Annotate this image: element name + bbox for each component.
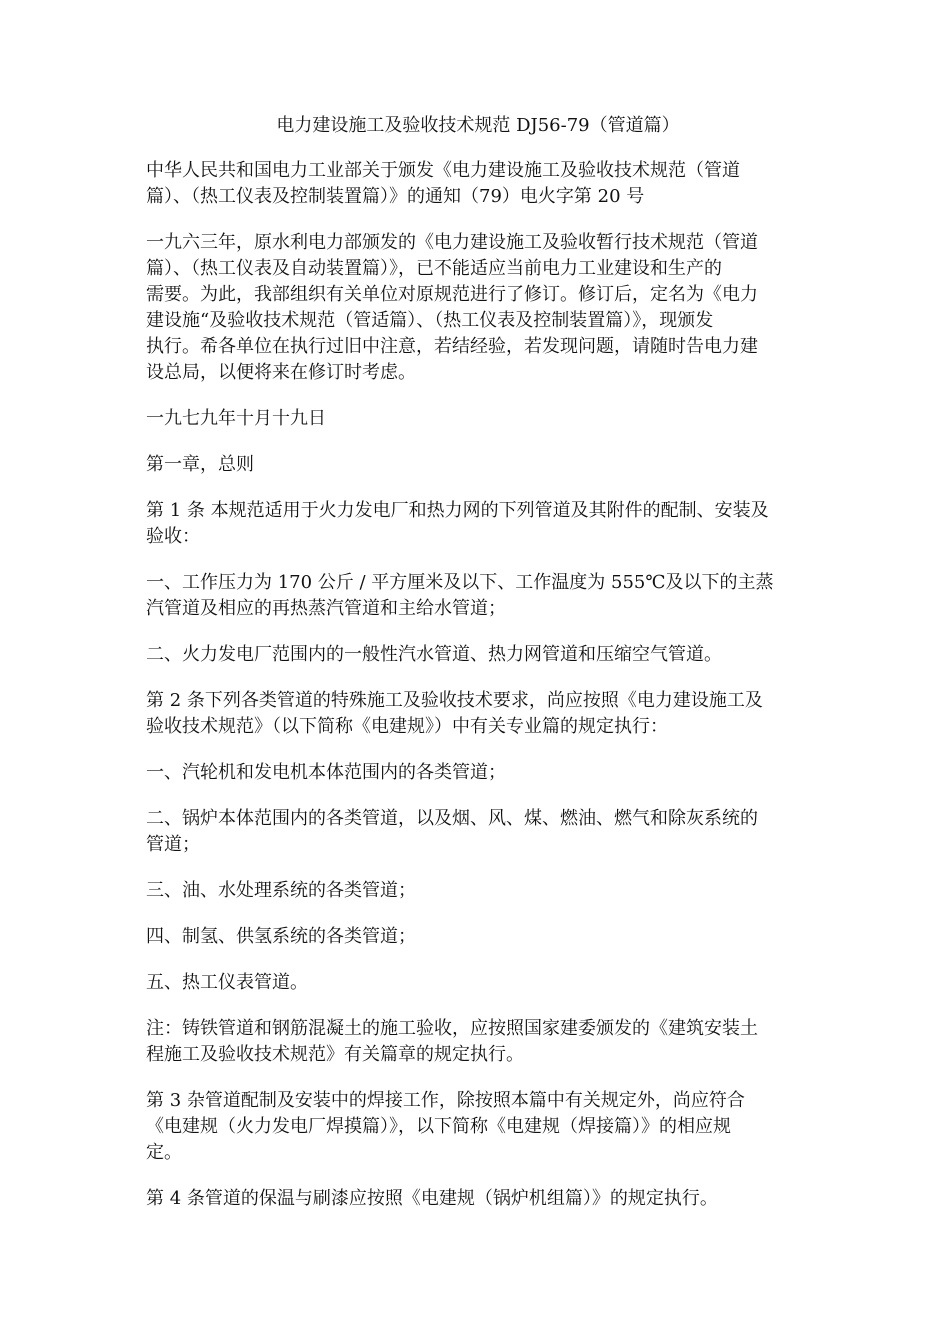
article-2-item-4 <box>146 924 810 950</box>
article-2-item-3 <box>146 878 810 904</box>
article-4 <box>146 1186 810 1212</box>
text-line: 验收技术规范》（以下简称《电建规》）中有关专业篇的规定执行： <box>146 716 668 737</box>
text-line: 程施工及验收技术规范》有关篇章的规定执行。 <box>146 1044 524 1065</box>
text-line: 第 2 条下列各类管道的特殊施工及验收技术要求，尚应按照《电力建设施工及 <box>146 690 763 711</box>
text-line: 一九七九年十月十九日 <box>146 408 326 429</box>
article-1-item-2 <box>146 642 810 668</box>
text-line: 中华人民共和国电力工业部关于颁发《电力建设施工及验收技术规范（管道 <box>146 160 740 181</box>
document-title: 电力建设施工及验收技术规范 DJ56-79（管道篇） <box>276 115 680 136</box>
article-2-item-5 <box>146 970 810 996</box>
text-line: 一、汽轮机和发电机本体范围内的各类管道； <box>146 762 506 783</box>
text-line: 需要。为此，我部组织有关单位对原规范进行了修订。修订后，定名为《电力 <box>146 284 758 305</box>
paragraph-preface <box>146 230 810 386</box>
text-line: 验收： <box>146 526 200 547</box>
text-line: 一九六三年，原水利电力部颁发的《电力建设施工及验收暂行技术规范（管道 <box>146 232 758 253</box>
text-line: 注：铸铁管道和钢筋混凝土的施工验收，应按照国家建委颁发的《建筑安装土 <box>146 1018 758 1039</box>
paragraph-notice <box>146 158 810 210</box>
text-line: 《电建规（火力发电厂焊摸篇）》，以下简称《电建规（焊接篇）》的相应规 <box>146 1116 731 1137</box>
text-line: 一、工作压力为 170 公斤 / 平方厘米及以下、工作温度为 555℃及以下的主蒸 <box>146 572 774 593</box>
article-2-item-1 <box>146 760 810 786</box>
text-line: 汽管道及相应的再热蒸汽管道和主给水管道； <box>146 598 506 619</box>
article-2-item-2 <box>146 806 810 858</box>
text-line: 四、制氢、供氢系统的各类管道； <box>146 926 416 947</box>
article-2 <box>146 688 810 740</box>
text-line: 定。 <box>146 1142 182 1163</box>
text-line: 篇）、（热工仪表及控制装置篇）》的通知（79）电火字第 20 号 <box>146 186 645 207</box>
chapter-heading <box>146 452 810 478</box>
text-line: 管道； <box>146 834 200 855</box>
text-line: 二、锅炉本体范围内的各类管道，以及烟、风、煤、燃油、燃气和除灰系统的 <box>146 808 758 829</box>
paragraph-date <box>146 406 810 432</box>
text-line: 五、热工仪表管道。 <box>146 972 308 993</box>
text-line: 设总局，以便将来在修订时考虑。 <box>146 362 416 383</box>
note-paragraph <box>146 1016 810 1068</box>
text-line: 第 4 条管道的保温与刷漆应按照《电建规（锅炉机组篇）》的规定执行。 <box>146 1188 718 1209</box>
document-body <box>146 158 810 1232</box>
article-3 <box>146 1088 810 1166</box>
text-line: 第 1 条 本规范适用于火力发电厂和热力网的下列管道及其附件的配制、安装及 <box>146 500 769 521</box>
text-line: 第 3 杂管道配制及安装中的焊接工作，除按照本篇中有关规定外，尚应符合 <box>146 1090 745 1111</box>
text-line: 篇）、（热工仪表及自动装置篇）》，已不能适应当前电力工业建设和生产的 <box>146 258 722 279</box>
article-1 <box>146 498 810 550</box>
text-line: 二、火力发电厂范围内的一般性汽水管道、热力网管道和压缩空气管道。 <box>146 644 722 665</box>
text-line: 三、油、水处理系统的各类管道； <box>146 880 416 901</box>
text-line: 第一章，总则 <box>146 454 254 475</box>
article-1-item-1 <box>146 570 810 622</box>
text-line: 建设施“及验收技术规范（管适篇）、（热工仪表及控制装置篇）》，现颁发 <box>146 310 714 331</box>
text-line: 执行。希各单位在执行过旧中注意，若结经验，若发现问题，请随时告电力建 <box>146 336 758 357</box>
